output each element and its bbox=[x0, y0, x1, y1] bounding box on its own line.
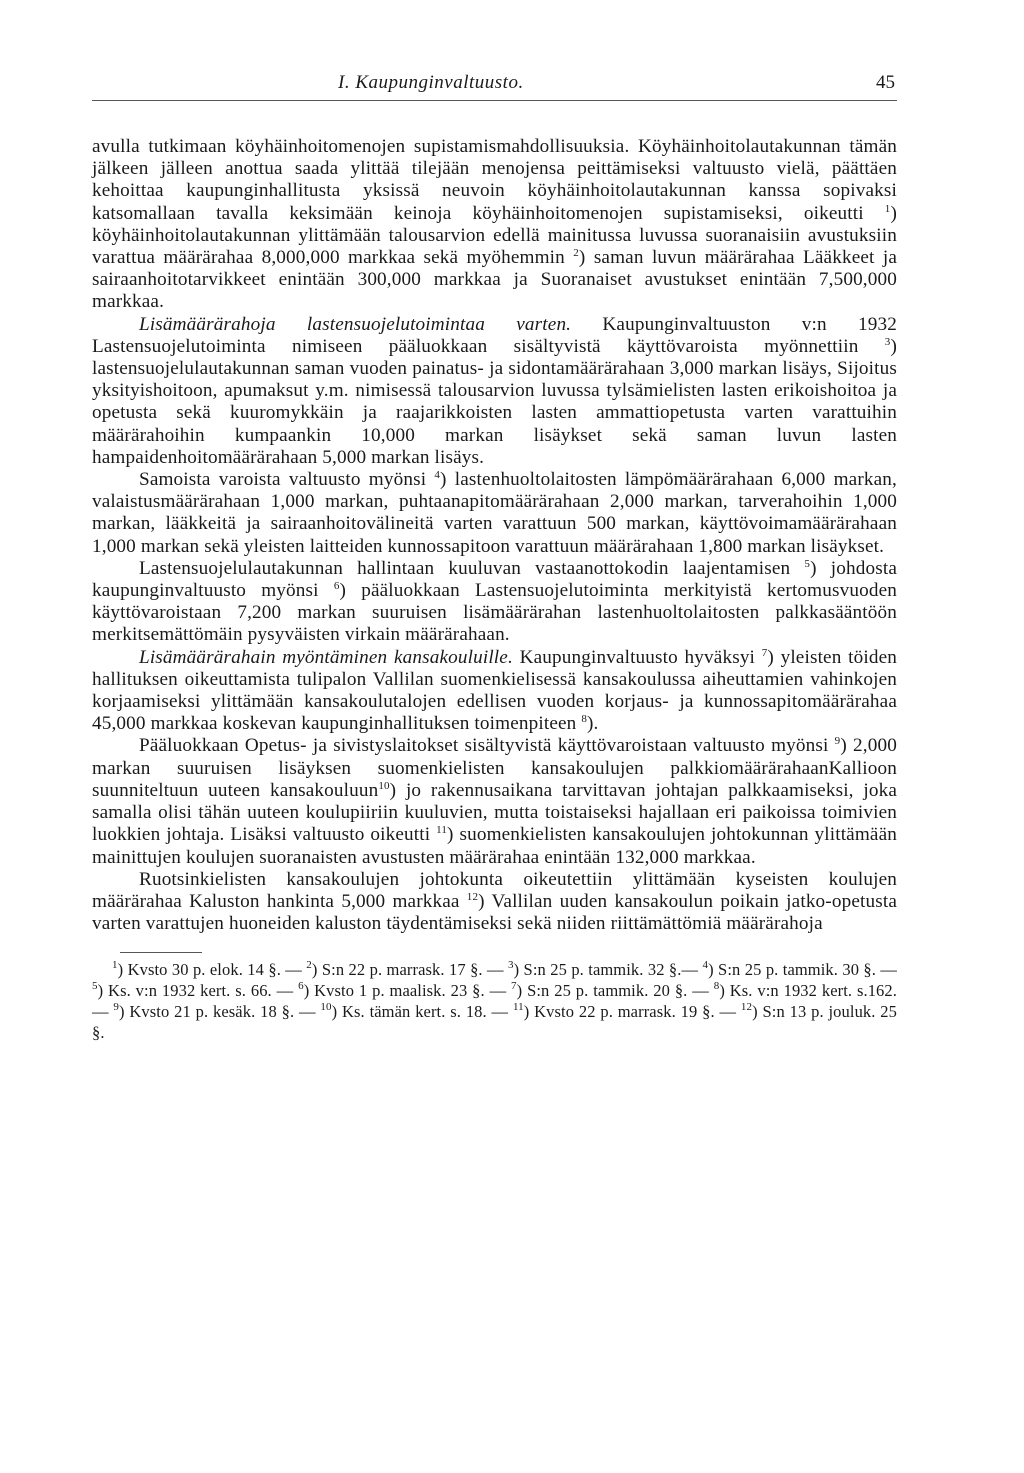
footnote-marker: 7 bbox=[761, 646, 768, 659]
text-run: ) Ks. tämän kert. s. 18. — bbox=[331, 1002, 513, 1022]
footnote-marker: 7 bbox=[511, 980, 517, 993]
footnote-marker: 10 bbox=[320, 1001, 332, 1014]
text-run: ) Kvsto 22 p. marrask. 19 §. — bbox=[523, 1002, 741, 1022]
text-run: ) pääluokkaan Lastensuojelutoiminta merkityistä kertomusvuoden käyttövaroistaan 7,200 markan suuruisen lisämäärärahan lastenhuoltolaitosten palkkasääntöön merkitsemättömäin pysyväisten virkain määrärahaan. bbox=[92, 580, 897, 646]
footnote-text bbox=[92, 959, 897, 1043]
text-run: ) johdosta kaupunginvaltuusto myönsi bbox=[92, 557, 897, 602]
text-run: Kaupunginvaltuuston v:n 1932 Lastensuojelutoiminta nimiseen pääluokkaan sisältyvistä käyttövaroista myönnettiin bbox=[92, 313, 897, 357]
body-text bbox=[92, 136, 897, 935]
text-run: Samoista varoista valtuusto myönsi bbox=[139, 469, 435, 491]
footnote-marker: 9 bbox=[113, 1001, 120, 1014]
footnote-marker: 11 bbox=[512, 1001, 524, 1014]
text-run: Lastensuojelulautakunnan hallintaan kuuluvan vastaanottokodin laajentamisen bbox=[139, 557, 805, 579]
text-run: ) köyhäinhoitolautakunnan ylittämään talousarvion edellä mainitussa luvussa suoranaisiin avustuksiin varattua määrärahaa 8,000,000 markkaa sekä myöhemmin bbox=[92, 202, 897, 269]
footnote-marker: 8 bbox=[713, 980, 720, 993]
footnote-marker: 6 bbox=[333, 580, 340, 593]
footnote-marker: 2 bbox=[573, 247, 579, 260]
footnote-marker: 5 bbox=[92, 980, 98, 993]
text-run: ) S:n 22 p. marrask. 17 §. — bbox=[311, 960, 508, 980]
running-header bbox=[92, 70, 897, 100]
text-run: ) jo rakennusaikana tarvittavan johtajan palkkaamiseksi, joka samalla olisi tähän uuteen koulupiiriin kuuluvien, mutta toistaiseksi hajallaan eri paikoissa toimivien luokkien johtaja. Lisäksi valtuusto oikeutti bbox=[92, 779, 897, 846]
text-run: ) suomenkielisten kansakoulujen johtokunnan ylittämään mainittujen koulujen suoranaisten avustusten määrärahaa enintään 132,000 markkaa. bbox=[92, 824, 897, 868]
text-run: ) yleisten töiden hallituksen oikeuttamista tulipalon Vallilan suomenkielisessä kansakoulussa aiheuttamien vahinkojen korjaamiseksi ylittämään kansakoulutalojen edellisen vuoden korjaus- ja kunnossapitomäärärahaa 45,000 markkaa koskevan kaupunginhallituksen toimenpiteen bbox=[92, 646, 897, 735]
text-run: ) saman luvun määrärahaa Lääkkeet ja sairaanhoitotarvikkeet enintään 300,000 markkaa ja Suoranaiset avustukset enintään 7,500,000 markkaa. bbox=[92, 247, 898, 313]
paragraph bbox=[92, 735, 897, 868]
footnote-marker: 10 bbox=[378, 779, 390, 792]
footnote-marker: 11 bbox=[436, 824, 448, 837]
text-run: avulla tutkimaan köyhäinhoitomenojen supistamismahdollisuuksia. Köyhäinhoitolautakunnan tämän jälkeen jälleen anottua saada ylittää tilejään menojensa peittämiseksi valtuusto vielä, päättäen kehoittaa kaupunginhallitusta yksissä neuvoin köyhäinhoitolautakunnan kanssa sopivaksi katsomallaan tavalla keksimään keinoja köyhäinhoitomenojen supistamiseksi, oikeutti bbox=[92, 136, 897, 224]
text-run: ) Kvsto 21 p. kesäk. 18 §. — bbox=[119, 1002, 321, 1022]
footnote-marker: 4 bbox=[702, 959, 709, 972]
document-page bbox=[92, 70, 897, 1043]
paragraph bbox=[92, 558, 897, 647]
footnote-marker: 8 bbox=[581, 713, 587, 726]
text-run: ) lastensuojelulautakunnan saman vuoden painatus- ja sidontamäärärahaan 3,000 markan lisäys, Sijoitus yksityishoitoon, apumaksut y.m. nimisessä talousarvion luvussa tylsämielisten lasten erikoishoitoa ja opetusta sekä kuuromykkäin ja raajarikkoisten lasten ammattiopetusta varten varattuihin määrärahoihin kumpaankin 10,000 markan lisäykset sekä saman luvun lasten hampaidenhoitomäärärahaan 5,000 markan lisäys. bbox=[92, 335, 897, 468]
text-run: ). bbox=[587, 713, 599, 735]
text-run: ) Kvsto 1 p. maalisk. 23 §. — bbox=[303, 981, 512, 1001]
footnote-marker: 9 bbox=[834, 735, 841, 748]
text-run: ) Vallilan uuden kansakoulun poikain jatko-opetusta varten varattujen huoneiden kaluston täydentämiseksi sekä niiden riittämättömiä määrärahoja bbox=[92, 890, 897, 935]
section-heading: Lisämäärärahoja lastensuojelutoimintaa varten. bbox=[139, 313, 572, 335]
text-run: ) Ks. v:n 1932 kert. s. 66. — bbox=[97, 981, 299, 1001]
text-run: Kaupunginvaltuusto hyväksyi bbox=[512, 646, 762, 668]
footnote-marker: 2 bbox=[306, 959, 312, 972]
paragraph bbox=[92, 136, 897, 314]
footnote-marker: 5 bbox=[804, 557, 811, 570]
text-run: ) lastenhuoltolaitosten lämpömäärärahaan 6,000 markan, valaistusmäärärahaan 1,000 markan, puhtaanapitomäärärahaan 2,000 markan, tarverahoihin 1,000 markan, lääkkeitä ja sairaanhoitovälineitä varten varattuun 500 markan, käyttövoimamäärärahaan 1,000 markan sekä yleisten laitteiden kunnossapitoon varattuun määrärahaan 1,800 markan lisäykset. bbox=[92, 469, 897, 557]
footnote-rule bbox=[120, 952, 202, 953]
text-run: ) S:n 13 p. jouluk. 25 §. bbox=[92, 1002, 897, 1043]
section-heading: Lisämäärärahain myöntäminen kansakouluille. bbox=[139, 646, 513, 668]
paragraph bbox=[92, 314, 897, 469]
footnote-marker: 12 bbox=[466, 890, 479, 903]
paragraph bbox=[92, 469, 897, 558]
footnote-marker: 4 bbox=[434, 469, 441, 482]
paragraph bbox=[92, 647, 897, 736]
footnote-marker: 1 bbox=[112, 959, 118, 972]
page-number: 45 bbox=[876, 72, 895, 93]
text-run: Pääluokkaan Opetus- ja sivistyslaitokset sisältyvistä käyttövaroistaan valtuusto myönsi bbox=[139, 735, 835, 757]
footnote-marker: 12 bbox=[740, 1001, 753, 1014]
footnote-marker: 3 bbox=[507, 959, 514, 972]
text-run: ) Kvsto 30 p. elok. 14 §. — bbox=[117, 960, 307, 980]
footnote-marker: 3 bbox=[884, 335, 891, 348]
text-run: ) 2,000 markan suuruisen lisäyksen suomenkielisten kansakoulujen palkkiomäärärahaanKallioon suunniteltuun uuteen kansakouluun bbox=[92, 735, 897, 801]
footnotes bbox=[92, 959, 897, 1043]
chapter-title: I. Kaupunginvaltuusto. bbox=[338, 72, 524, 93]
header-rule bbox=[92, 100, 897, 101]
text-run: ) S:n 25 p. tammik. 32 §.— bbox=[513, 960, 703, 980]
text-run: ) Ks. v:n 1932 kert. s.162. — bbox=[92, 981, 897, 1022]
footnote-marker: 1 bbox=[884, 202, 891, 215]
text-run: ) S:n 25 p. tammik. 20 §. — bbox=[516, 981, 714, 1001]
text-run: Ruotsinkielisten kansakoulujen johtokunta oikeutettiin ylittämään kyseisten koulujen määrärahaa Kaluston hankinta 5,000 markkaa bbox=[92, 868, 897, 912]
text-run: ) S:n 25 p. tammik. 30 §. — bbox=[708, 960, 897, 980]
paragraph bbox=[92, 869, 897, 936]
footnote-marker: 6 bbox=[298, 980, 304, 993]
